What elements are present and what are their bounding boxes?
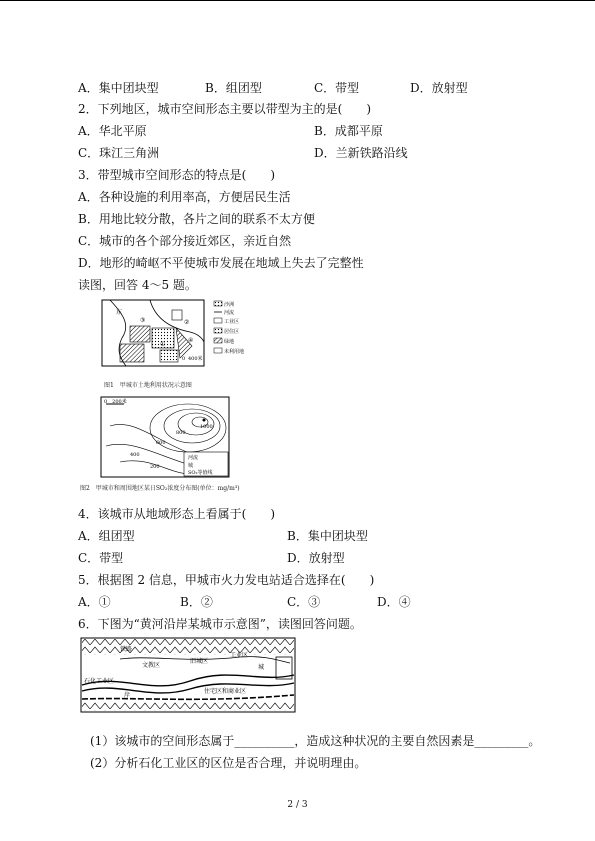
fig1-label-2: ② <box>184 319 190 326</box>
fig2-scale: 0 200米 <box>104 399 127 405</box>
figure1-land-use-map <box>100 298 265 370</box>
q6-label-bank: 岸 <box>124 692 131 699</box>
q6-label-industry: 工业区 <box>230 652 249 659</box>
figure2-so2-contour-map <box>100 396 230 478</box>
q2-stem: 2．下列地区，城市空间形态主要以带型为主的是( ) <box>78 102 372 116</box>
q3-stem: 3．带型城市空间形态的特点是( ) <box>78 168 275 182</box>
fig1-label-3: ③ <box>140 317 146 324</box>
q5-option-a: A．① <box>78 595 111 609</box>
header-rule <box>0 0 595 1</box>
q3-option-b: B．用地比较分散，各片之间的联系不太方便 <box>78 212 315 226</box>
fig1-legend-unused: 未利用地 <box>224 349 245 355</box>
fig1-legend-industry: 工业区 <box>224 319 240 325</box>
fig2-legend-isoline: SO₂等值线 <box>188 470 213 476</box>
fig2-contour-800: 800 <box>176 430 186 436</box>
q3-option-c: C．城市的各个部分接近郊区，亲近自然 <box>78 234 292 248</box>
q6-sub2: (2）分析石化工业区的区位是否合理，并说明理由。 <box>90 756 367 770</box>
read-prompt: 读图，回答 4～5 题。 <box>78 278 197 292</box>
q2-option-d: D．兰新铁路沿线 <box>314 146 408 160</box>
q4-stem: 4．该城市从地域形态上看属于( ) <box>78 507 275 521</box>
q3-option-d: D．地形的崎岖不平使城市发展在地域上失去了完整性 <box>78 256 364 270</box>
q4-option-c: C．带型 <box>78 551 124 565</box>
fig1-legend-sandbar: 沙洲 <box>224 302 235 308</box>
q1-option-d: D．放射型 <box>410 81 468 95</box>
q6-yellow-river-city-map <box>80 637 296 713</box>
q6-label-petrochem: 石化工业区 <box>84 678 115 685</box>
q5-stem: 5．根据图 2 信息，甲城市火力发电站适合选择在( ) <box>78 573 375 587</box>
fig1-legend-river: 河流 <box>224 310 235 316</box>
q5-option-c: C．③ <box>287 595 321 609</box>
q4-option-b: B．集中团块型 <box>287 529 368 543</box>
q5-option-b: B．② <box>180 595 213 609</box>
fig2-contour-400: 400 <box>130 452 140 458</box>
q2-option-c: C．珠江三角洲 <box>78 146 160 160</box>
q6-sub1: (1）该城市的空间形态属于__________，造成这种状况的主要自然因素是_________。 <box>90 734 541 748</box>
q6-label-railway: 铁路 <box>120 646 133 653</box>
fig1-label-4: ④ <box>188 337 194 344</box>
q5-option-d: D．④ <box>377 595 411 609</box>
figure1-caption: 图1 甲城市土地利用状况示意图 <box>104 382 192 389</box>
q6-label-residential: 住宅区和商业区 <box>204 688 247 695</box>
fig1-legend-green: 绿地 <box>224 339 235 345</box>
q6-label-old-town: 旧城区 <box>190 658 209 665</box>
fig1-label-1: ① <box>160 341 166 348</box>
q2-option-a: A．华北平原 <box>78 124 147 138</box>
q1-option-b: B．组团型 <box>205 81 262 95</box>
q1-option-a: A．集中团块型 <box>78 81 159 95</box>
q6-label-culture: 文教区 <box>142 662 161 669</box>
fig1-scale-zero: 0 <box>182 356 186 362</box>
page-number: 2 / 3 <box>287 800 308 810</box>
fig1-label-east: 东 <box>116 309 123 316</box>
q4-option-d: D．放射型 <box>287 551 345 565</box>
q1-option-c: C．带型 <box>314 81 360 95</box>
fig2-legend-river: 河流 <box>188 455 199 461</box>
q6-stem: 6．下图为“黄河沿岸某城市示意图”，读图回答问题。 <box>78 617 362 631</box>
fig2-contour-200: 200 <box>150 464 160 470</box>
q2-option-b: B．成都平原 <box>314 124 383 138</box>
q4-option-a: A．组团型 <box>78 529 135 543</box>
fig2-contour-1000: 1000 <box>200 424 213 430</box>
fig2-contour-600: 600 <box>156 440 166 446</box>
fig2-legend-city: 城 <box>188 463 194 469</box>
fig1-legend-residential: 居住区 <box>224 329 240 335</box>
q3-option-a: A．各种设施的利用率高，方便居民生活 <box>78 190 291 204</box>
figure2-caption: 图2 甲城市和周围地区某日SO₂浓度分布图(单位：mg/m³) <box>80 485 240 492</box>
q6-label-city: 城 <box>258 664 265 671</box>
fig1-scale-400: 400米 <box>188 356 203 362</box>
